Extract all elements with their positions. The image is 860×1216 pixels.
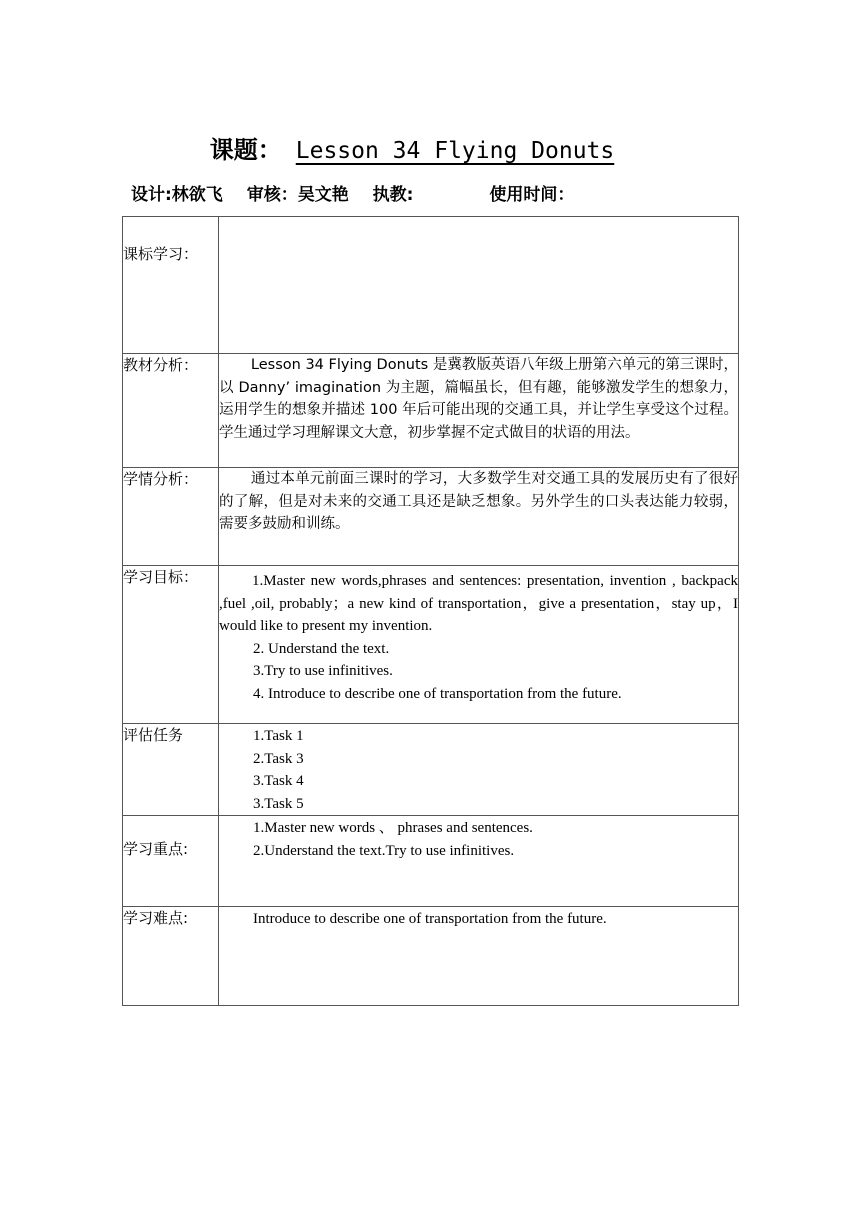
objective-item-4: 4. Introduce to describe one of transportation from the future. [253,685,622,702]
task-item: 3.Task 4 [253,773,304,790]
key-point-item-2: 2.Understand the text.Try to use infinitives. [253,842,515,859]
label-key-points: 学习重点: [123,816,219,907]
label-assessment: 评估任务 [123,724,219,816]
label-students: 学情分析： [123,468,219,566]
content-assessment [219,724,739,816]
objective-item-2: 2. Understand the text. [253,640,390,657]
row-assessment [123,724,739,816]
task-item: 2.Task 3 [253,750,304,767]
task-item: 3.Task 5 [253,795,304,812]
title-prefix: 课题： [209,136,282,164]
content-students [219,468,739,566]
teacher-field: 执教: [372,185,414,205]
row-difficulties [123,907,739,1006]
label-textbook: 教材分析： [123,354,219,468]
content-key-points [219,816,739,907]
label-difficulties: 学习难点: [123,907,219,1006]
objective-item-3: 3.Try to use infinitives. [253,663,393,680]
content-textbook [219,354,739,468]
label-objectives: 学习目标： [123,566,219,724]
row-key-points [123,816,739,907]
content-curriculum [219,217,739,354]
row-textbook [123,354,739,468]
reviewer-field: 审核：吴文艳 [246,185,349,205]
meta-line [131,182,574,208]
textbook-analysis-text: Lesson 34 Flying Donuts 是冀教版英语八年级上册第六单元的第三课时，以 Danny’ imagination 为主题，篇幅虽长，但有趣，能够激发学生的想象力，运用学生的想象并描述 100 年后可能出现的交通工具，并让学生享受这个过程。学生通过学习理解课文大意，初步掌握不定式做目的状语的用法。 [219,357,738,441]
designer-field: 设计:林欲飞 [131,185,223,205]
row-curriculum [123,217,739,354]
row-students [123,468,739,566]
label-curriculum: 课标学习： [123,217,219,354]
lesson-title: Lesson 34 Flying Donuts [295,138,615,164]
page-title [0,134,860,167]
content-difficulties [219,907,739,1006]
student-analysis-text: 通过本单元前面三课时的学习，大多数学生对交通工具的发展历史有了很好的了解，但是对未来的交通工具还是缺乏想象。另外学生的口头表达能力较弱，需要多鼓励和训练。 [219,471,738,533]
objective-item-1: 1.Master new words,phrases and sentences: presentation, invention , backpack ,fuel ,oil, probably；a new kind of transportation，give a presentation，stay up，I would like to present my invention. [219,573,738,635]
use-time-field: 使用时间： [489,185,575,205]
lesson-plan-table [122,216,739,1006]
content-objectives [219,566,739,724]
task-item: 1.Task 1 [253,728,304,744]
row-objectives [123,566,739,724]
key-point-item-1: 1.Master new words 、 phrases and sentences. [253,820,533,837]
difficulty-item: Introduce to describe one of transportation from the future. [253,911,607,928]
